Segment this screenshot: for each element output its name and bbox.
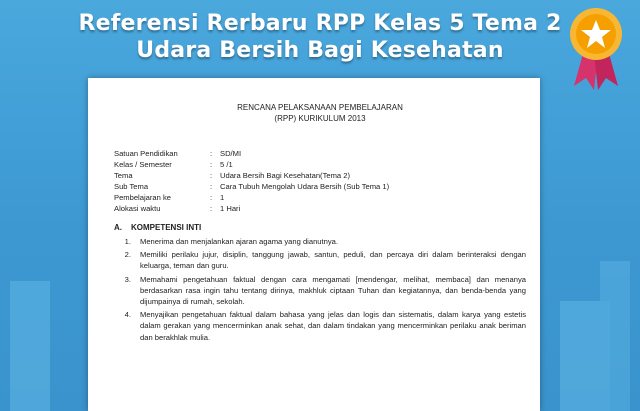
item-text: Memiliki perilaku jujur, disiplin, tanggung jawab, santun, peduli, dan percaya diri dalam berinteraksi dengan keluarga, teman dan guru. (140, 250, 526, 271)
list-item (114, 249, 526, 271)
meta-value: Udara Bersih Bagi Kesehatan(Tema 2) (220, 171, 351, 180)
meta-table (114, 148, 526, 214)
item-number: 3. (124, 274, 131, 284)
list-item (114, 236, 526, 247)
item-number: 2. (124, 250, 131, 260)
meta-colon: : (210, 171, 213, 180)
banner-title (0, 10, 640, 64)
meta-label: Pembelajaran ke (114, 193, 171, 202)
item-text: Menyajikan pengetahuan faktual dalam bahasa yang jelas dan logis dan sistematis, dalam karya yang estetis dalam gerakan yang mencerminkan anak sehat, dan dalam tindakan yang mencerminkan perilaku anak beriman dan berakhlak mulia. (140, 310, 526, 342)
list-item (114, 309, 526, 343)
meta-label: Alokasi waktu (114, 204, 161, 213)
item-text: Menerima dan menjalankan ajaran agama yang dianutnya. (140, 237, 338, 246)
meta-label: Satuan Pendidikan (114, 149, 178, 158)
section-title: KOMPETENSI INTI (131, 223, 202, 232)
heading-line1: RENCANA PELAKSANAAN PEMBELAJARAN (237, 103, 403, 112)
meta-row (114, 148, 526, 159)
meta-value: 1 Hari (220, 204, 241, 213)
meta-row (114, 170, 526, 181)
meta-colon: : (210, 149, 213, 158)
section-heading (114, 223, 526, 233)
item-number: 4. (124, 310, 131, 320)
star-ribbon-icon (566, 2, 626, 92)
meta-colon: : (210, 204, 213, 213)
meta-colon: : (210, 193, 213, 202)
item-number: 1. (124, 237, 131, 246)
meta-label: Kelas / Semester (114, 160, 172, 169)
meta-value: 5 /1 (220, 160, 233, 169)
meta-row (114, 181, 526, 192)
meta-row (114, 159, 526, 170)
meta-label: Sub Tema (114, 182, 149, 191)
meta-row (114, 203, 526, 214)
document-body (114, 102, 526, 345)
competency-list (114, 236, 526, 343)
document-page (88, 78, 540, 411)
meta-colon: : (210, 160, 213, 169)
heading-line2: (RPP) KURIKULUM 2013 (274, 114, 366, 123)
meta-colon: : (210, 182, 213, 191)
document-heading (114, 102, 526, 124)
meta-value: Cara Tubuh Mengolah Udara Bersih (Sub Tema 1) (220, 182, 390, 191)
list-item (114, 274, 526, 308)
meta-value: SD/MI (220, 149, 242, 158)
banner-title-line2: Udara Bersih Bagi Kesehatan (136, 38, 504, 63)
item-text: Memahami pengetahuan faktual dengan cara mengamati [mendengar, melihat, membaca] dan menanya berdasarkan rasa ingin tahu tentang dirinya, makhluk ciptaan Tuhan dan kegiatannya, dan benda-benda yang dijumpainya di rumah, sekolah. (140, 274, 526, 307)
banner-title-line1: Referensi Rerbaru RPP Kelas 5 Tema 2 (78, 11, 562, 36)
meta-value: 1 (220, 193, 225, 202)
section-letter: A. (114, 223, 122, 232)
meta-label: Tema (114, 171, 133, 180)
meta-row (114, 192, 526, 203)
